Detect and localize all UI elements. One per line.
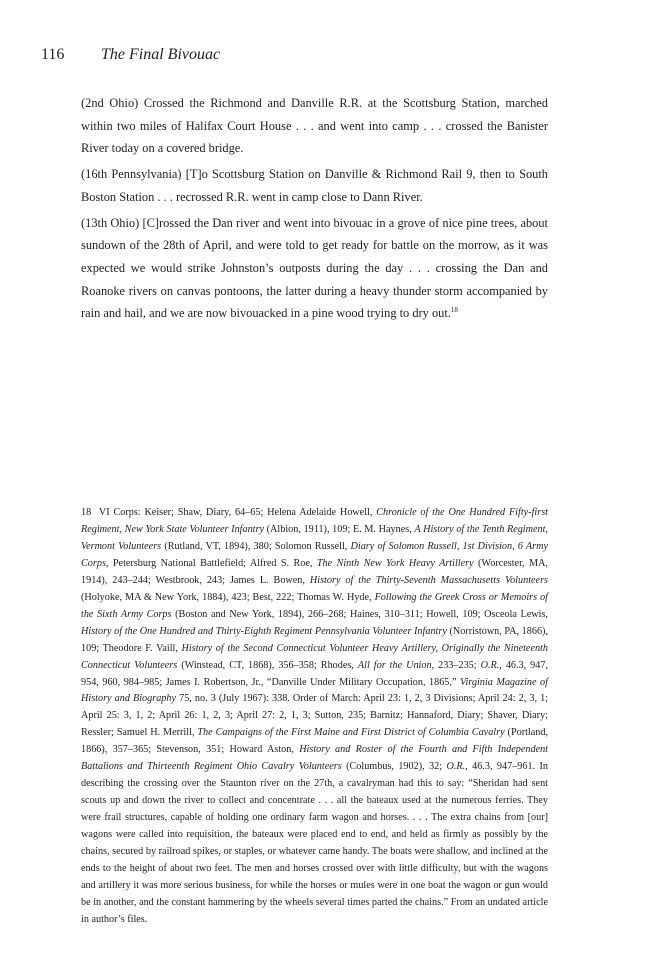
footnote-title-italic: O.R. bbox=[480, 659, 500, 671]
footnote-run: (Columbus, 1902), 32; bbox=[341, 761, 447, 773]
footnote-title-italic: Virginia Magazine of History and Biography bbox=[81, 676, 548, 705]
footnote-run: (Norristown, PA, 1866), 109; Theodore F. Vaill, bbox=[81, 625, 548, 654]
footnote-run: , 46.3, 947–961. In describing the crossing over the Staunton river on the 27th, a cavalryman had this to say: “Sheridan had sent scouts up and down the river to collect and concentrate . . . all the bateaux used at the numerous ferries. They were frail structures, capable of holding one ordinary farm wagon and horses. . . . The extra chains from [our] wagons were called into requisition, the bateaux were placed end to end, and held as firmly as possibly by the chains, secured by railroad spikes, or staples, or whatever came handy. The boats were shallow, and inclined at the ends to the height of about two feet. The men and horses crossed over with little difficulty, but with the wagons and artillery it was more serious business, for while the horses or mules were in one boat the wagon or gun would be in another, and the constant hammering by the wheels several times parted the chains.” From an undated article in author’s files. bbox=[81, 761, 548, 925]
body-text bbox=[81, 92, 548, 328]
quote-2nd-ohio: (2nd Ohio) Crossed the Richmond and Danville R.R. at the Scottsburg Station, marched within two miles of Halifax Court House . . . and went into camp . . . crossed the Banister River today on a covered bridge. bbox=[81, 96, 548, 156]
footnote-text bbox=[81, 505, 548, 929]
footnote-title-italic: O.R. bbox=[446, 761, 466, 773]
footnote-run: (Albion, 1911), 109; E. M. Haynes, bbox=[264, 523, 415, 535]
footnote-title-italic: The Ninth New York Heavy Artillery bbox=[316, 557, 474, 569]
book-title: The Final Bivouac bbox=[101, 46, 221, 63]
footnote-reference[interactable]: 18 bbox=[450, 306, 458, 315]
footnote bbox=[81, 505, 548, 929]
footnote-title-italic: Diary of Solomon Russell, 1st Division, 6 Army Corps bbox=[81, 540, 548, 569]
footnote-run: (Boston and New York, 1894), 266–268; Haines, 310–311; Howell, 109; Osceola Lewis, bbox=[171, 608, 548, 620]
footnote-run: (Holyoke, MA & New York, 1884), 423; Best, 222; Thomas W. Hyde, bbox=[81, 591, 375, 603]
footnote-title-italic: The Campaigns of the First Maine and First District of Columbia Cavalry bbox=[197, 727, 505, 739]
footnote-run: 75, no. 3 (July 1967): 338. Order of March: April 23: 1, 2, 3 Divisions; April 24: 2, 3, 1; April 25: 3, 1, 2; April 26: 1, 2, 3; April 27: 2, 1, 3; Sutton, 235; Barnitz; Hannaford, Diary; Shaver, Diary; Ressler; Samuel H. Merrill, bbox=[81, 693, 548, 739]
footnote-title-italic: History and Roster of the Fourth and Fifth Independent Battalions and Thirteenth Regiment Ohio Cavalry Volunteers bbox=[81, 744, 548, 773]
footnote-run: (Portland, 1866), 357–365; Stevenson, 351; Howard Aston, bbox=[81, 727, 549, 756]
footnote-run: , 233–235; bbox=[431, 659, 481, 671]
footnote-title-italic: A History of the Tenth Regiment, Vermont Volunteers bbox=[81, 523, 548, 552]
quote-13th-ohio-text: (13th Ohio) [C]rossed the Dan river and went into bivouac in a grove of nice pine trees, about sundown of the 28th of April, and were told to get ready for battle on the morrow, as it was expected we would strike Johnston’s outposts during the day . . . crossing the Dan and Roanoke rivers on canvas pontoons, the latter during a heavy thunder storm accompanied by rain and hail, and we are now bivouacked in a pine wood trying to dry out. bbox=[81, 215, 548, 321]
footnote-run: , Petersburg National Battlefield; Alfred S. Roe, bbox=[105, 557, 317, 569]
footnote-title-italic: Chronicle of the One Hundred Fifty-first Regiment, New York State Volunteer Infantry bbox=[81, 507, 548, 535]
page-number: 116 bbox=[41, 46, 65, 63]
footnote-run: , 46.3, 947, 954, 960, 984–985; James I. Robertson, Jr., “Danville Under Military Occupation, 1865,” bbox=[81, 659, 549, 688]
quote-13th-ohio bbox=[81, 212, 548, 326]
running-head bbox=[41, 46, 220, 64]
footnote-title-italic: Following the Greek Cross or Memoirs of the Sixth Army Corps bbox=[81, 591, 549, 620]
footnote-title-italic: All for the Union bbox=[357, 659, 432, 671]
footnote-title-italic: History of the One Hundred and Thirty-Eighth Regiment Pennsylvania Volunteer Infantry bbox=[81, 625, 447, 637]
footnote-run: (Rutland, VT, 1894), 380; Solomon Russell, bbox=[161, 540, 351, 552]
footnote-run: VI Corps: Keiser; Shaw, Diary, 64–65; Helena Adelaide Howell, bbox=[98, 507, 377, 518]
footnote-run: (Winstead, CT, 1868), 356–358; Rhodes, bbox=[177, 659, 358, 671]
footnote-run: (Worcester, MA, 1914), 243–244; Westbrook, 243; James L. Bowen, bbox=[81, 557, 548, 586]
quote-16th-pennsylvania: (16th Pennsylvania) [T]o Scottsburg Station on Danville & Richmond Rail 9, then to South Boston Station . . . recrossed R.R. went in camp close to Dann River. bbox=[81, 167, 548, 204]
footnote-number: 18 bbox=[81, 507, 92, 518]
footnote-title-italic: History of the Thirty-Seventh Massachusetts Volunteers bbox=[309, 574, 549, 586]
footnote-title-italic: History of the Second Connecticut Volunteer Heavy Artillery, Originally the Nineteenth Connecticut Volunteers bbox=[81, 642, 548, 671]
